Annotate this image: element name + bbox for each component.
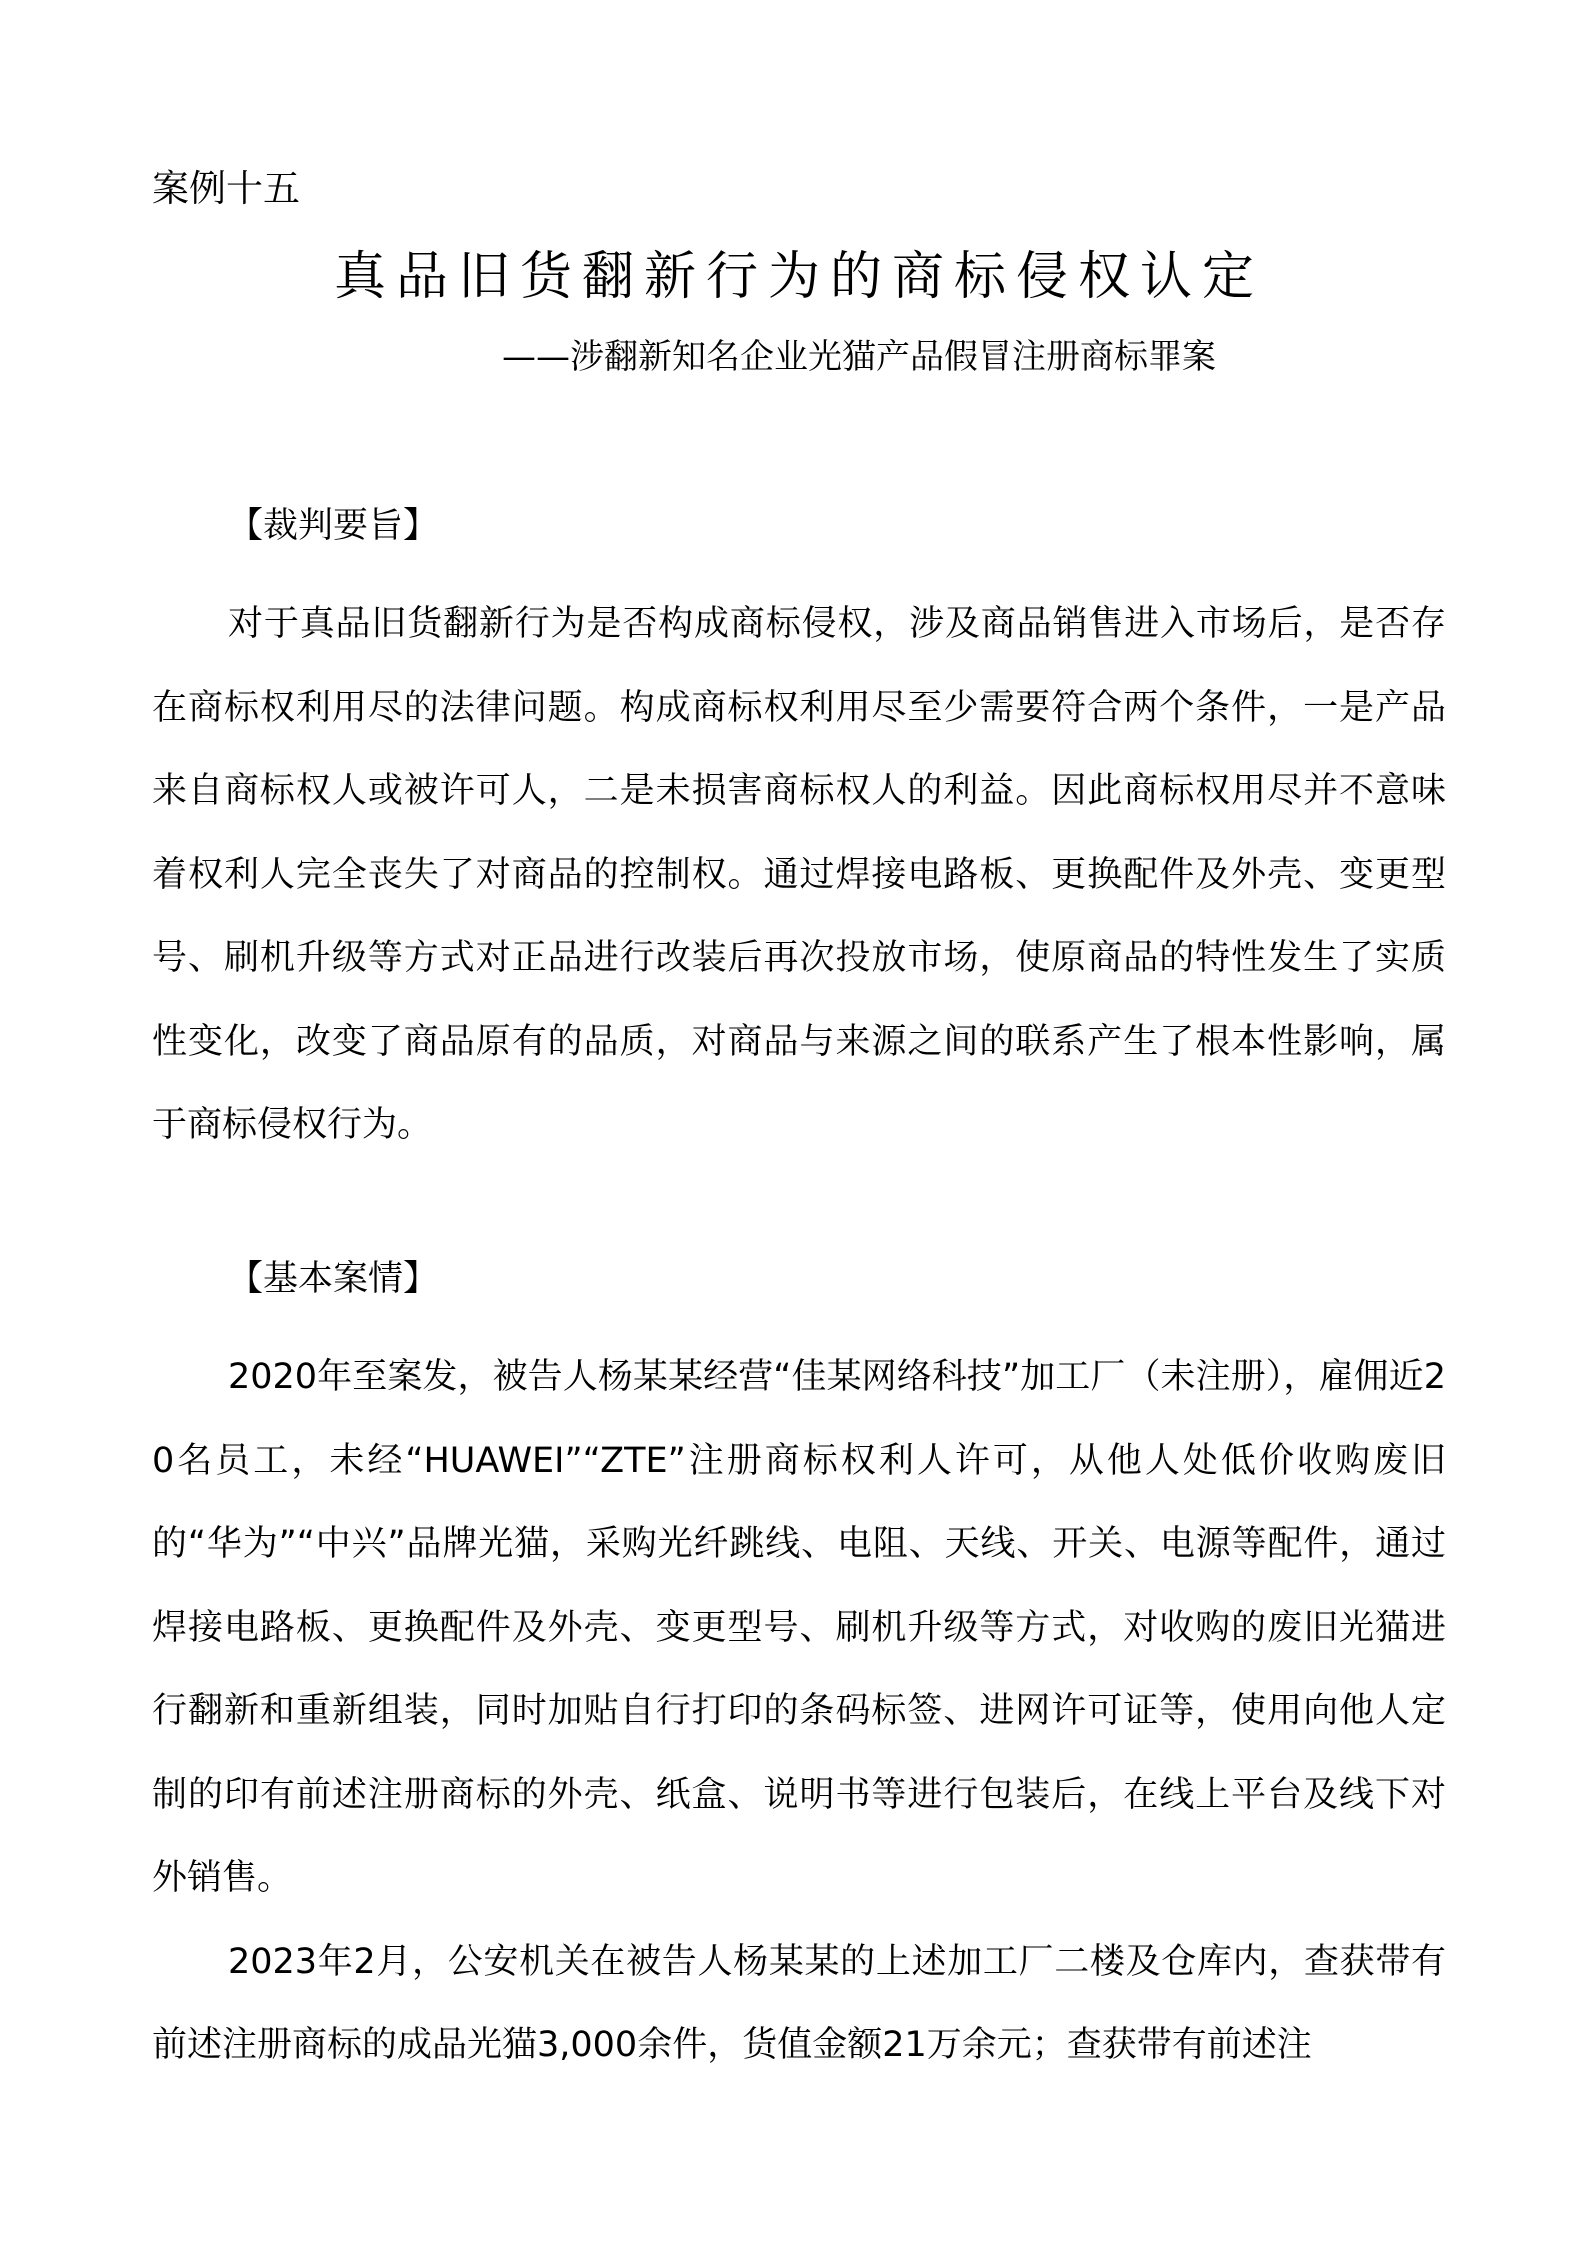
page-title: 真品旧货翻新行为的商标侵权认定 — [333, 247, 1264, 307]
summary-paragraph: 对于真品旧货翻新行为是否构成商标侵权，涉及商品销售进入市场后，是否存在商标权利用尽的法律问题。构成商标权利用尽至少需要符合两个条件，一是产品来自商标权人或被许可人，二是未损害商标权人的利益。因此商标权用尽并不意味着权利人完全丧失了对商品的控制权。通过焊接电路板、更换配件及外壳、变更型号、刷机升级等方式对正品进行改装后再次投放市场，使原商品的特性发生了实质性变化，改变了商品原有的品质，对商品与来源之间的联系产生了根本性影响，属于商标侵权行为。 — [152, 604, 1446, 1145]
section-facts — [152, 1255, 1446, 2088]
case-label: 案例十五 — [152, 167, 300, 210]
facts-paragraph-1: 2020年至案发，被告人杨某某经营“佳某网络科技”加工厂（未注册），雇佣近20名员工，未经“HUAWEI”“ZTE”注册商标权利人许可，从他人处低价收购废旧的“华为”“中兴”品牌光猫，采购光纤跳线、电阻、天线、开关、电源等配件，通过焊接电路板、更换配件及外壳、变更型号、刷机升级等方式，对收购的废旧光猫进行翻新和重新组装，同时加贴自行打印的条码标签、进网许可证等，使用向他人定制的印有前述注册商标的外壳、纸盒、说明书等进行包装后，在线上平台及线下对外销售。 — [152, 1357, 1446, 1898]
section-heading-facts: 【基本案情】 — [228, 1259, 439, 1299]
section-heading-summary: 【裁判要旨】 — [228, 506, 439, 546]
section-summary — [152, 502, 1446, 1168]
page-subtitle: ——涉翻新知名企业光猫产品假冒注册商标罪案 — [502, 337, 1216, 377]
facts-paragraph-2: 2023年2月，公安机关在被告人杨某某的上述加工厂二楼及仓库内，查获带有前述注册商标的成品光猫3,000余件，货值金额21万余元；查获带有前述注 — [152, 1941, 1446, 2065]
